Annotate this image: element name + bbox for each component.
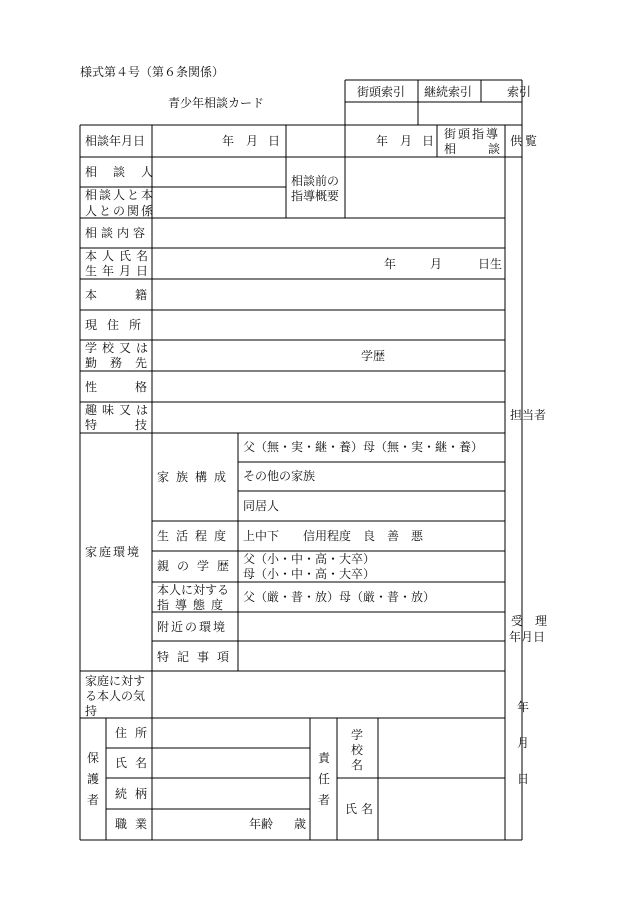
consult-year-label: 年: [222, 134, 235, 148]
living-standard-label: 生活程度: [157, 529, 234, 543]
consult-content-label: 相談内容: [85, 226, 150, 240]
home-env-label: 家庭環境: [85, 545, 142, 559]
character-label: 性 格: [85, 380, 147, 394]
consult-month-label: 月: [246, 134, 259, 148]
feeling-label-2: る本人の気: [85, 689, 146, 703]
guardian-name-label: 氏名: [115, 756, 156, 770]
attitude-label-2: 指導態度: [157, 598, 230, 612]
name-label-1: 本人氏名: [85, 249, 154, 263]
relation-label-1: 相談人と本: [85, 188, 156, 202]
index-street-label: 街頭索引: [357, 85, 406, 99]
feeling-label-1: 家庭に対す: [85, 674, 146, 688]
domicile-label: 本 籍: [85, 288, 147, 302]
prior-guidance-label-2: 指導概要: [291, 189, 340, 203]
family-structure-label: 家族構成: [157, 470, 234, 484]
person-in-charge-label: 担当者: [510, 408, 547, 422]
guardian-age-unit: 歳: [294, 817, 307, 831]
guardian-occupation-label: 職業: [115, 817, 156, 831]
received-month-label: 月: [517, 736, 530, 750]
school-label-2: 勤務先: [85, 356, 147, 370]
card-title: 青少年相談カード: [168, 96, 265, 110]
school-label-1: 学校又は: [85, 341, 154, 355]
hobby-label-2: 特 技: [85, 418, 147, 432]
prior-guidance-label-1: 相談前の: [291, 174, 340, 188]
special-notes-label: 特記事項: [157, 650, 238, 664]
other-family-label: その他の家族: [243, 469, 316, 483]
received-label-1: 受 理: [511, 614, 548, 628]
index-label: 索引: [507, 85, 532, 99]
birth-month-label: 月: [430, 257, 443, 271]
guidance-day-label: 日: [422, 134, 435, 148]
received-year-label: 年: [517, 700, 530, 714]
index-continued-label: 継続索引: [424, 85, 473, 99]
guidance-year-label: 年: [376, 134, 389, 148]
father-education-options: 父（小・中・高・大卒）: [243, 552, 376, 566]
parent-education-label: 親の学歴: [157, 559, 238, 573]
received-day-label: 日: [517, 772, 530, 786]
cohabitants-label: 同居人: [243, 499, 280, 513]
relation-label-2: 人との関係: [85, 204, 156, 218]
guardian-address-label: 住所: [115, 726, 156, 740]
hobby-label-1: 趣味又は: [85, 403, 154, 417]
guardian-age-label: 年齢: [249, 817, 274, 831]
address-label: 現住所: [85, 318, 152, 332]
street-guidance-label-2: 相 談: [444, 142, 500, 156]
name-label-2: 生年月日: [85, 264, 154, 278]
school-name-label: 学校名: [350, 728, 363, 772]
family-parents-options: 父（無・実・継・養）母（無・実・継・養）: [243, 440, 484, 454]
mother-education-options: 母（小・中・高・大卒）: [243, 567, 376, 581]
form-number: 様式第４号（第６条関係）: [80, 65, 225, 79]
consultant-label: 相 談 人: [85, 165, 156, 179]
neighborhood-label: 附近の環境: [157, 620, 228, 634]
education-label: 学歴: [361, 349, 386, 363]
responsible-name-label: 氏名: [345, 802, 378, 816]
received-label-2: 年月日: [509, 630, 546, 644]
attitude-options: 父（厳・普・放）母（厳・普・放）: [243, 590, 436, 604]
circulation-label: 供覧: [510, 134, 541, 148]
feeling-label-3: 持: [85, 704, 98, 718]
guardian-relationship-label: 続柄: [115, 787, 156, 801]
living-standard-options: 上中下 信用程度 良 善 悪: [243, 529, 424, 543]
birth-day-label: 日生: [478, 257, 503, 271]
consult-date-label: 相談年月日: [85, 134, 146, 148]
guardian-label: 保護者: [86, 751, 99, 807]
guidance-month-label: 月: [400, 134, 413, 148]
street-guidance-label-1: 街頭指導: [444, 127, 501, 141]
consult-day-label: 日: [268, 134, 281, 148]
attitude-label-1: 本人に対する: [157, 583, 230, 597]
responsible-label: 責任者: [317, 751, 330, 807]
birth-year-label: 年: [384, 257, 397, 271]
